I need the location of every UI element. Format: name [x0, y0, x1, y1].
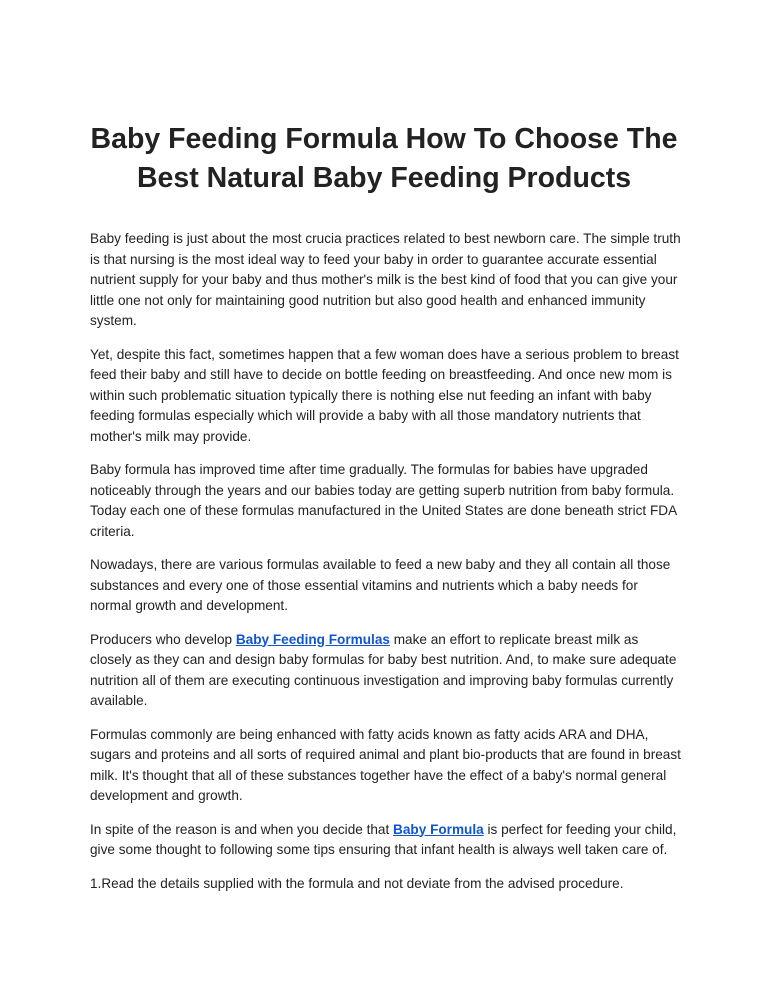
- document-title: Baby Feeding Formula How To Choose The Best Natural Baby Feeding Products: [90, 123, 678, 194]
- paragraph-7-text-before: In spite of the reason is and when you decide that: [90, 821, 394, 837]
- paragraph-6: Formulas commonly are being enhanced with fatty acids known as fatty acids ARA and DHA, sugars and proteins and all sorts of required animal and plant bio-products that are found in breast milk. It's thought that all of these substances together have the effect of a baby's normal general development and growth.: [90, 726, 681, 803]
- document-body: [90, 229, 682, 907]
- paragraph-7: [90, 820, 682, 861]
- paragraph-7-text-after: is perfect for feeding your child, give some thought to following some tips ensuring that infant health is always well taken care of.: [90, 821, 677, 857]
- paragraph-5-text-before: Producers who develop: [90, 631, 236, 647]
- paragraph-4: Nowadays, there are various formulas available to feed a new baby and they all contain all those substances and every one of those essential vitamins and nutrients which a baby needs for normal growth and development.: [90, 557, 671, 613]
- baby-formula-link[interactable]: Baby Formula: [393, 821, 484, 837]
- paragraph-5: [90, 630, 682, 712]
- paragraph-2: Yet, despite this fact, sometimes happen that a few woman does have a serious problem to breast feed their baby and still have to decide on bottle feeding on breastfeeding. And once new mom is within such problematic situation typically there is nothing else nut feeding an infant with baby feeding formulas especially which will provide a baby with all those mandatory nutrients that mother's milk may provide.: [90, 346, 679, 444]
- paragraph-8: 1.Read the details supplied with the formula and not deviate from the advised procedure.: [90, 875, 624, 891]
- paragraph-5-text-after: make an effort to replicate breast milk as closely as they can and design baby formulas for baby best nutrition. And, to make sure adequate nutrition all of them are executing continuous investigation and improving baby formulas currently available.: [90, 631, 677, 708]
- baby-feeding-formulas-link[interactable]: Baby Feeding Formulas: [235, 631, 390, 647]
- paragraph-1: Baby feeding is just about the most crucia practices related to best newborn care. The simple truth is that nursing is the most ideal way to feed your baby in order to guarantee accurate essential nutrient supply for your baby and thus mother's milk is the best kind of food that you can give your little one not only for maintaining good nutrition but also good health and enhanced immunity system.: [90, 231, 681, 328]
- paragraph-3: Baby formula has improved time after time gradually. The formulas for babies have upgraded noticeably through the years and our babies today are getting superb nutrition from baby formula. Today each one of these formulas manufactured in the United States are done beneath strict FDA criteria.: [90, 462, 677, 539]
